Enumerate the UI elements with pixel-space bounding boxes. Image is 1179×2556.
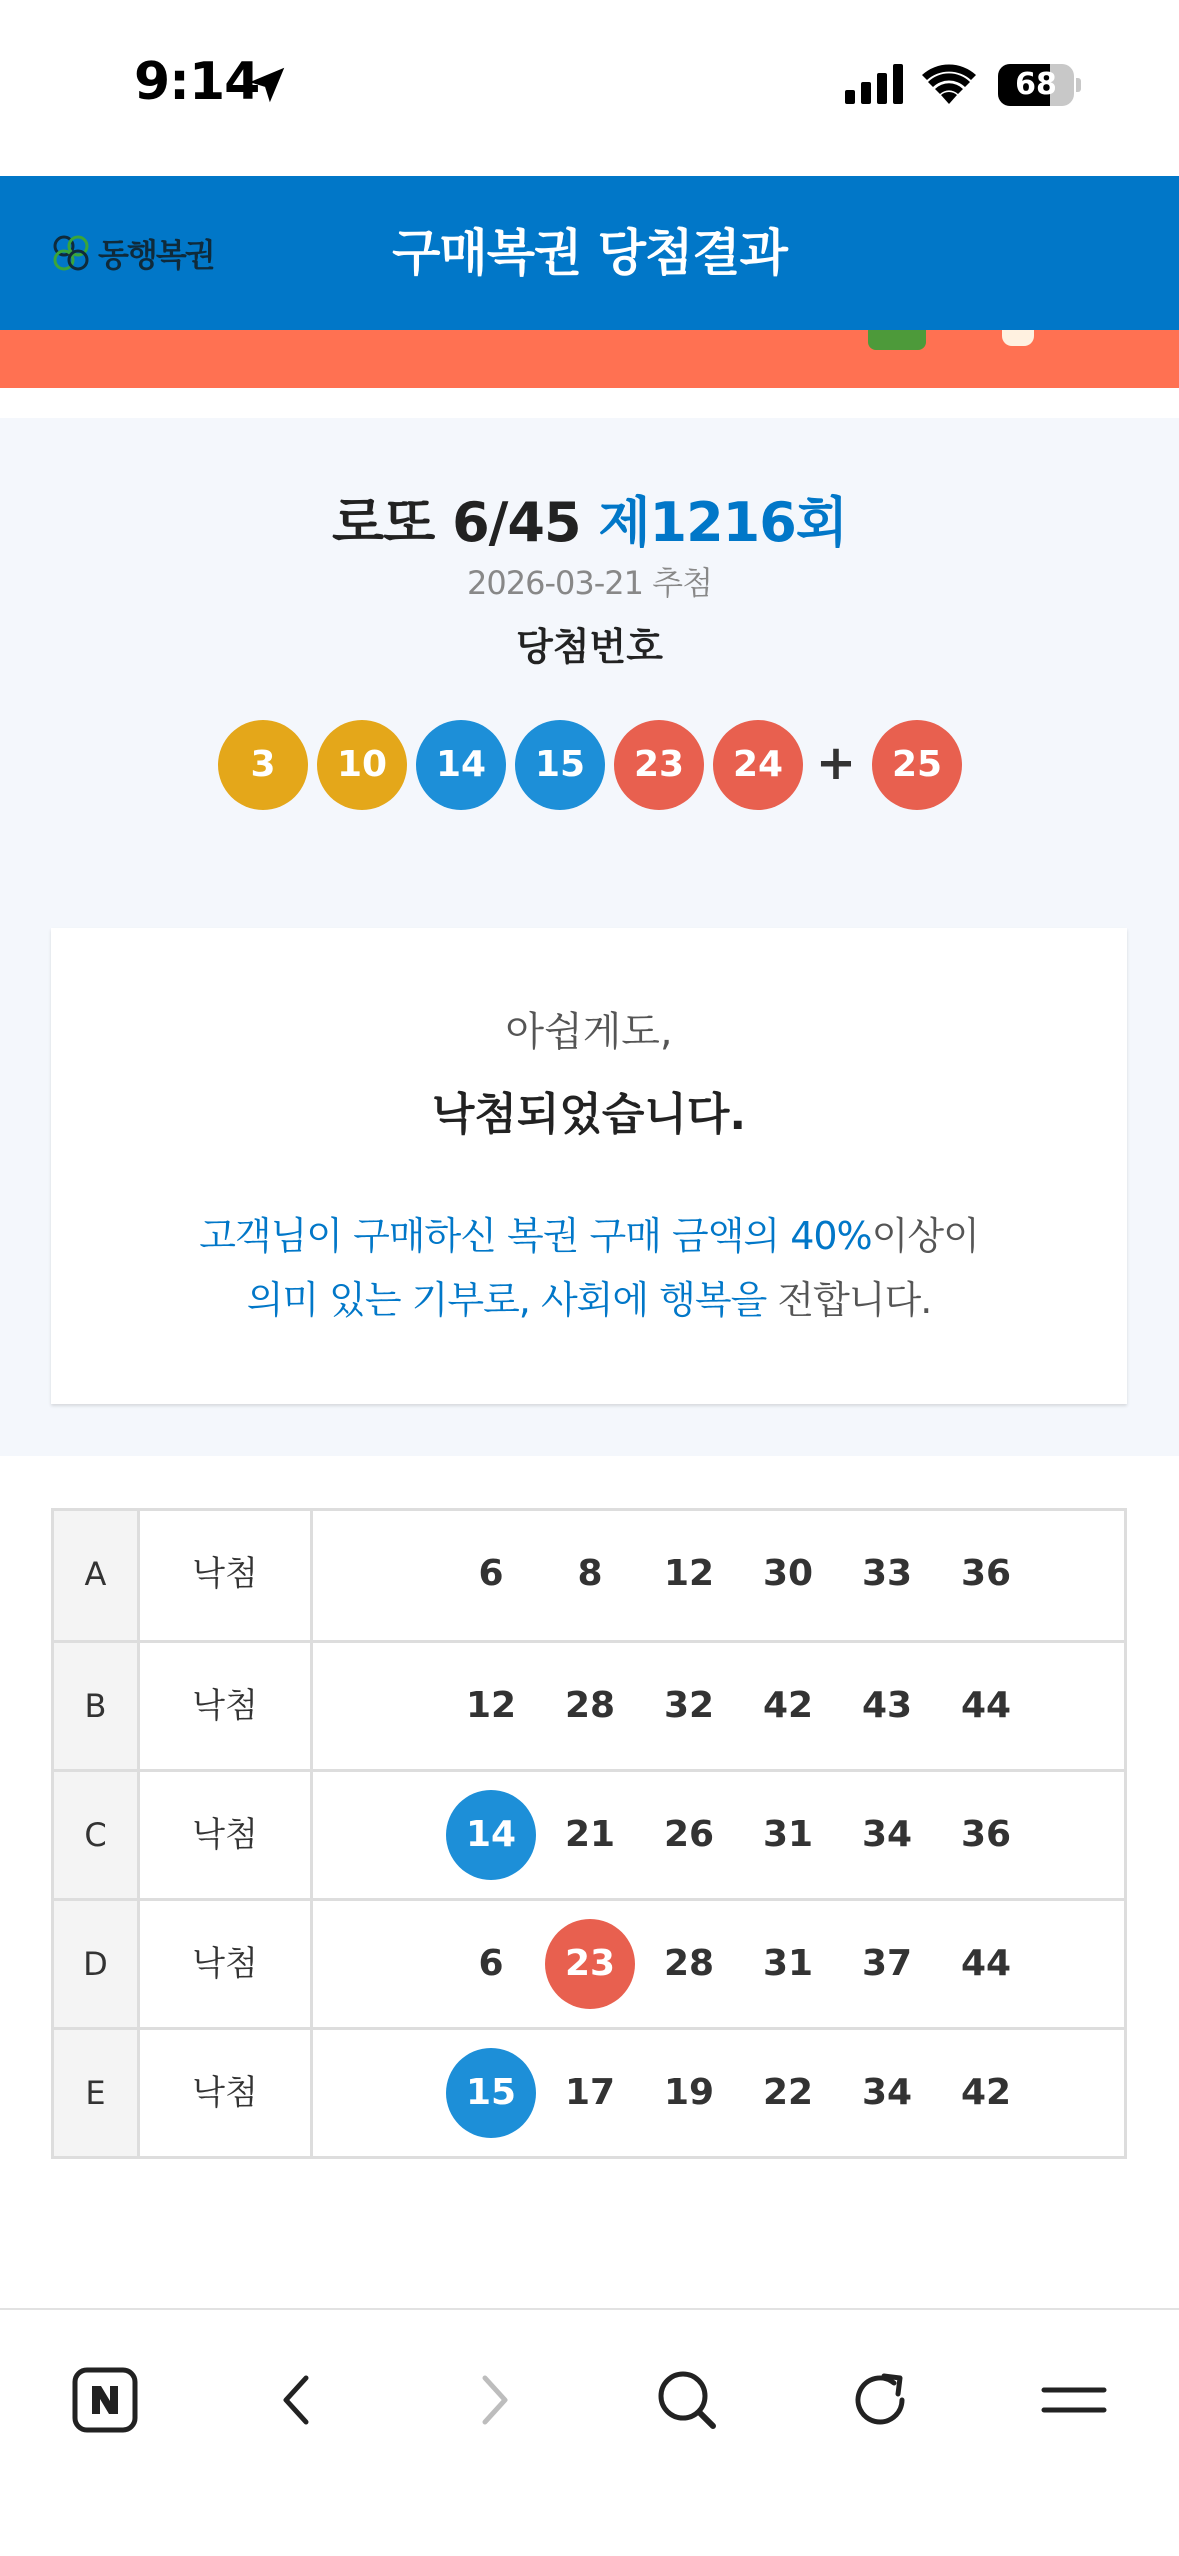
- game-number: 44: [960, 1685, 1012, 1726]
- game-number: 6: [478, 1943, 504, 1984]
- game-number: 42: [960, 2072, 1012, 2113]
- message-line-1: 아쉽게도,: [505, 1009, 673, 1055]
- back-button[interactable]: [248, 2350, 348, 2450]
- status-bar: [0, 0, 1179, 176]
- game-number: 33: [861, 1553, 913, 1594]
- naver-n-icon: [69, 2364, 141, 2436]
- cellular-signal-icon: [845, 64, 905, 104]
- donation-info-highlight: 고객님이 구매하신 복권 구매 금액의 40%: [199, 1214, 872, 1258]
- game-id: B: [54, 1643, 140, 1769]
- battery-icon: [998, 64, 1080, 106]
- game-row: [54, 1769, 1124, 1898]
- game-row: [54, 1640, 1124, 1769]
- winning-ball: 10: [317, 720, 407, 810]
- battery-body: [998, 64, 1074, 106]
- battery-level: 68: [1015, 67, 1057, 102]
- game-number: 42: [762, 1685, 814, 1726]
- game-number: 21: [564, 1814, 616, 1855]
- browser-toolbar: [0, 2308, 1179, 2556]
- game-number: 23: [545, 1919, 635, 2009]
- reload-button[interactable]: [830, 2350, 930, 2450]
- winning-ball: 3: [218, 720, 308, 810]
- game-number: 32: [663, 1685, 715, 1726]
- game-id: D: [54, 1901, 140, 2027]
- game-number: 8: [577, 1553, 603, 1594]
- promo-banner[interactable]: [0, 330, 1179, 388]
- game-number: 12: [663, 1553, 715, 1594]
- game-row: [54, 2027, 1124, 2156]
- game-number: 15: [446, 2048, 536, 2138]
- bonus-ball: 25: [872, 720, 962, 810]
- battery-nub: [1076, 78, 1081, 92]
- game-number: 14: [446, 1790, 536, 1880]
- result-message-card: [51, 928, 1127, 1404]
- game-result: 낙첨: [140, 1643, 313, 1769]
- winning-ball: 14: [416, 720, 506, 810]
- menu-icon: [1038, 2364, 1110, 2436]
- game-number: 26: [663, 1814, 715, 1855]
- game-number: 30: [762, 1553, 814, 1594]
- game-number: 36: [960, 1814, 1012, 1855]
- game-number: 6: [478, 1553, 504, 1594]
- donation-info-text: 전합니다.: [766, 1278, 932, 1322]
- location-arrow-icon: [244, 62, 290, 108]
- game-number: 17: [564, 2072, 616, 2113]
- winning-ball: 23: [614, 720, 704, 810]
- game-number: 34: [861, 2072, 913, 2113]
- banner-illustration: [1002, 330, 1034, 346]
- logo-text: 동행복권: [98, 236, 214, 274]
- game-number: 28: [663, 1943, 715, 1984]
- game-number: 43: [861, 1685, 913, 1726]
- search-icon: [651, 2364, 723, 2436]
- game-number: 36: [960, 1553, 1012, 1594]
- round-number: 제1216회: [598, 491, 847, 554]
- game-number: 28: [564, 1685, 616, 1726]
- game-result: 낙첨: [140, 2030, 313, 2156]
- game-name: 로또 6/45: [331, 491, 581, 554]
- donation-info: [51, 1204, 1127, 1332]
- banner-illustration: [868, 330, 926, 350]
- donation-info-text: 이상이: [871, 1214, 979, 1258]
- winning-ball: 15: [515, 720, 605, 810]
- forward-button[interactable]: [443, 2350, 543, 2450]
- page-title: 구매복권 당첨결과: [392, 224, 787, 282]
- header: [0, 176, 1179, 330]
- winning-numbers: [0, 720, 1179, 812]
- draw-date: 2026-03-21 추첨: [467, 564, 712, 602]
- donation-info-highlight: 의미 있는 기부로, 사회에 행복을: [246, 1278, 767, 1322]
- game-row: [54, 1511, 1124, 1640]
- status-time: 9:14: [134, 52, 260, 112]
- game-number: 31: [762, 1814, 814, 1855]
- winning-numbers-label: 당첨번호: [516, 625, 663, 669]
- menu-button[interactable]: [1024, 2350, 1124, 2450]
- game-result: 낙첨: [140, 1772, 313, 1898]
- winning-ball: 24: [713, 720, 803, 810]
- naver-home-button[interactable]: [55, 2350, 155, 2450]
- message-line-2: 낙첨되었습니다.: [431, 1089, 747, 1140]
- reload-icon: [844, 2364, 916, 2436]
- game-row: [54, 1898, 1124, 2027]
- game-number: 44: [960, 1943, 1012, 1984]
- game-result: 낙첨: [140, 1901, 313, 2027]
- game-number: 31: [762, 1943, 814, 1984]
- chevron-right-icon: [457, 2364, 529, 2436]
- wifi-icon: [922, 60, 976, 104]
- chevron-left-icon: [262, 2364, 334, 2436]
- search-button[interactable]: [637, 2350, 737, 2450]
- game-id: E: [54, 2030, 140, 2156]
- purchased-games-table: [51, 1508, 1127, 2159]
- game-number: 34: [861, 1814, 913, 1855]
- game-id: C: [54, 1772, 140, 1898]
- draw-result-section: [0, 418, 1179, 1456]
- game-id: A: [54, 1511, 140, 1640]
- game-result: 낙첨: [140, 1511, 313, 1640]
- round-title: [0, 480, 1179, 557]
- game-number: 22: [762, 2072, 814, 2113]
- plus-sign: +: [815, 735, 857, 791]
- game-number: 37: [861, 1943, 913, 1984]
- game-number: 12: [465, 1685, 517, 1726]
- game-number: 19: [663, 2072, 715, 2113]
